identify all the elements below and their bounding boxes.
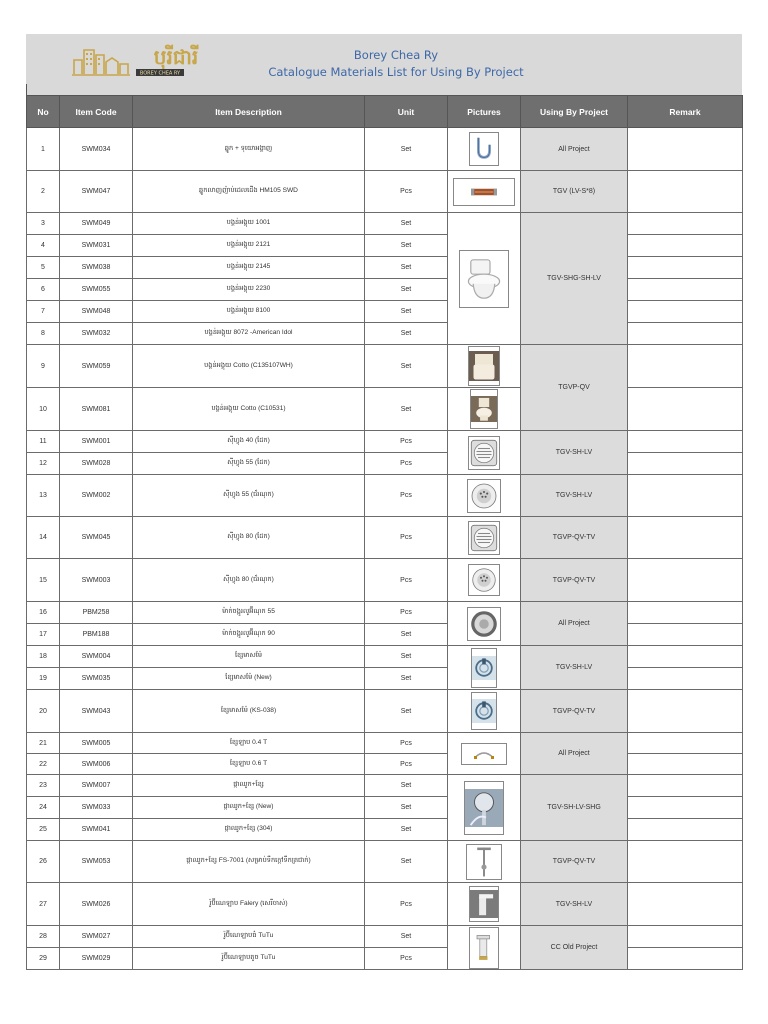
table-row <box>27 323 743 345</box>
cell-using-by-project: All Project <box>521 602 628 646</box>
cell-item-code: SWM026 <box>60 883 133 926</box>
cell-picture <box>448 602 521 646</box>
floor-drain-icon <box>468 436 500 470</box>
cell-remark <box>628 323 743 345</box>
cell-item-code: SWM034 <box>60 128 133 171</box>
cell-remark <box>628 388 743 431</box>
cell-remark <box>628 213 743 235</box>
company-name: Borey Chea Ry <box>353 48 439 62</box>
cell-item-description: បង្គន់អង្គុយ 8072 -American Idol <box>133 323 365 345</box>
cell-using-by-project: TGV (LV-S*8) <box>521 171 628 213</box>
cell-no: 12 <box>27 453 60 475</box>
table-row <box>27 883 743 926</box>
cell-item-code: SWM005 <box>60 733 133 754</box>
cotto-toilet-2-icon <box>470 389 498 429</box>
cell-item-description: បង្គន់អង្គុយ Cotto (C135107WH) <box>133 345 365 388</box>
cell-unit: Set <box>365 128 448 171</box>
cell-no: 17 <box>27 624 60 646</box>
table-row <box>27 754 743 775</box>
cell-no: 20 <box>27 690 60 733</box>
cell-item-code: SWM045 <box>60 517 133 559</box>
cell-remark <box>628 279 743 301</box>
tall-faucet-icon <box>469 927 499 969</box>
cell-unit: Pcs <box>365 431 448 453</box>
table-row <box>27 453 743 475</box>
cell-no: 5 <box>27 257 60 279</box>
cell-picture <box>448 388 521 431</box>
cell-no: 22 <box>27 754 60 775</box>
cell-item-description: រ៉ូប៊ីណេឡាប Falery (សេរីចាស់) <box>133 883 365 926</box>
cell-item-description: ខ្សែមាសម៉ែ (New) <box>133 668 365 690</box>
cell-no: 2 <box>27 171 60 213</box>
cell-unit: Set <box>365 624 448 646</box>
cell-item-description: បង្គន់អង្គុយ 1001 <box>133 213 365 235</box>
cell-no: 27 <box>27 883 60 926</box>
cell-unit: Set <box>365 819 448 841</box>
cell-using-by-project: TGV-SHG-SH-LV <box>521 213 628 345</box>
cell-unit: Set <box>365 235 448 257</box>
cell-remark <box>628 797 743 819</box>
cell-item-code: SWM027 <box>60 926 133 948</box>
braided-hose-icon <box>461 743 507 765</box>
cell-picture <box>448 646 521 690</box>
cell-item-description: ស៊ីហ្វុង 80 (ជ័រណុក) <box>133 559 365 602</box>
cell-item-description: បង្គន់អង្គុយ 8100 <box>133 301 365 323</box>
cell-no: 3 <box>27 213 60 235</box>
table-row <box>27 345 743 388</box>
cell-unit: Pcs <box>365 883 448 926</box>
table-row <box>27 301 743 323</box>
cell-unit: Set <box>365 345 448 388</box>
cell-item-code: SWM059 <box>60 345 133 388</box>
cell-item-description: ខ្សែឡាប 0.4 T <box>133 733 365 754</box>
cell-using-by-project: TGVP-QV-TV <box>521 559 628 602</box>
flex-hose-icon <box>453 178 515 206</box>
cell-unit: Pcs <box>365 602 448 624</box>
cell-remark <box>628 301 743 323</box>
cell-picture <box>448 841 521 883</box>
round-drain-icon <box>468 564 500 596</box>
table-row <box>27 624 743 646</box>
table-row <box>27 926 743 948</box>
cell-remark <box>628 646 743 668</box>
cell-item-code: SWM028 <box>60 453 133 475</box>
shower-column-icon <box>466 844 502 880</box>
table-row <box>27 948 743 970</box>
cell-remark <box>628 883 743 926</box>
cell-remark <box>628 475 743 517</box>
cell-item-code: SWM007 <box>60 775 133 797</box>
col-unit: Unit <box>365 96 448 128</box>
cell-no: 14 <box>27 517 60 559</box>
cell-no: 7 <box>27 301 60 323</box>
cell-item-description: ខ្សែឡាប 0.6 T <box>133 754 365 775</box>
table-row <box>27 388 743 431</box>
table-header-row <box>27 96 743 128</box>
cell-no: 19 <box>27 668 60 690</box>
cell-unit: Set <box>365 841 448 883</box>
cell-no: 29 <box>27 948 60 970</box>
cell-remark <box>628 431 743 453</box>
table-row <box>27 128 743 171</box>
cell-remark <box>628 257 743 279</box>
cell-picture <box>448 431 521 475</box>
cell-unit: Pcs <box>365 475 448 517</box>
cell-unit: Set <box>365 323 448 345</box>
cell-item-description: រ៉ូប៊ីណេឡាបតូច TuTu <box>133 948 365 970</box>
cell-unit: Set <box>365 797 448 819</box>
cell-remark <box>628 602 743 624</box>
cell-remark <box>628 775 743 797</box>
cell-picture <box>448 171 521 213</box>
cell-using-by-project: TGVP-QV <box>521 345 628 431</box>
document-title: Catalogue Materials List for Using By Project <box>268 65 524 79</box>
cell-using-by-project: TGV-SH-LV <box>521 646 628 690</box>
cell-unit: Pcs <box>365 948 448 970</box>
cell-remark <box>628 128 743 171</box>
cell-no: 24 <box>27 797 60 819</box>
cell-remark <box>628 690 743 733</box>
cell-item-description: ស៊ីហ្វុង 40 (ដែក) <box>133 431 365 453</box>
drain-cover-icon <box>467 607 501 641</box>
table-row <box>27 279 743 301</box>
cell-remark <box>628 668 743 690</box>
cell-no: 21 <box>27 733 60 754</box>
cell-item-code: SWM033 <box>60 797 133 819</box>
cell-item-code: SWM004 <box>60 646 133 668</box>
cell-remark <box>628 948 743 970</box>
logo-text: បុរីជារី <box>153 45 199 69</box>
cell-item-description: ឆ្នូក + ទុយោអង្គាញ <box>133 128 365 171</box>
cell-item-description: ម៉ាក់ចង្អូរលូអ៊ីណុក 90 <box>133 624 365 646</box>
pipe-trap-icon <box>469 132 499 166</box>
cell-unit: Set <box>365 388 448 431</box>
col-remark: Remark <box>628 96 743 128</box>
cell-using-by-project: TGVP-QV-TV <box>521 517 628 559</box>
faucet-icon <box>469 886 499 922</box>
toilet-icon <box>459 250 509 308</box>
cell-no: 23 <box>27 775 60 797</box>
cell-item-code: PBM188 <box>60 624 133 646</box>
cell-item-code: SWM048 <box>60 301 133 323</box>
cell-item-description: ផ្កាឈូក+ខ្សែ FS-7001 (សម្រាប់ទឹកក្តៅទឹកត្រជាក់) <box>133 841 365 883</box>
cell-picture <box>448 733 521 775</box>
table-row <box>27 775 743 797</box>
cell-picture <box>448 690 521 733</box>
cell-item-code: SWM041 <box>60 819 133 841</box>
cell-using-by-project: TGV-SH-LV <box>521 475 628 517</box>
cell-using-by-project: TGV-SH-LV <box>521 431 628 475</box>
cell-remark <box>628 733 743 754</box>
cell-picture <box>448 883 521 926</box>
cell-no: 25 <box>27 819 60 841</box>
cell-using-by-project: CC Old Project <box>521 926 628 970</box>
cell-remark <box>628 819 743 841</box>
cell-unit: Set <box>365 668 448 690</box>
cell-remark <box>628 345 743 388</box>
cell-item-code: SWM047 <box>60 171 133 213</box>
table-row <box>27 431 743 453</box>
cell-remark <box>628 171 743 213</box>
cell-item-code: SWM003 <box>60 559 133 602</box>
spray-hose-icon <box>471 648 497 688</box>
table-row <box>27 475 743 517</box>
cell-unit: Pcs <box>365 171 448 213</box>
cell-no: 10 <box>27 388 60 431</box>
table-row <box>27 690 743 733</box>
cell-using-by-project: All Project <box>521 733 628 775</box>
cell-item-description: ខ្សែមាសម៉ែ (KS-038) <box>133 690 365 733</box>
cell-picture <box>448 128 521 171</box>
cell-item-description: ឆ្នូកលាញញ៉ាប់ដេលដើង HM105 SWD <box>133 171 365 213</box>
cell-remark <box>628 559 743 602</box>
cell-item-description: ផ្កាឈូក+ខ្សែ (New) <box>133 797 365 819</box>
cell-item-code: SWM001 <box>60 431 133 453</box>
cell-picture <box>448 559 521 602</box>
cell-item-description: ខ្សែមាសម៉ែ <box>133 646 365 668</box>
cell-unit: Pcs <box>365 453 448 475</box>
cell-remark <box>628 453 743 475</box>
cell-unit: Set <box>365 926 448 948</box>
cell-no: 28 <box>27 926 60 948</box>
table-row <box>27 646 743 668</box>
cell-unit: Set <box>365 646 448 668</box>
cell-using-by-project: TGVP-QV-TV <box>521 841 628 883</box>
cell-no: 18 <box>27 646 60 668</box>
cell-no: 15 <box>27 559 60 602</box>
cell-remark <box>628 517 743 559</box>
cell-item-code: SWM043 <box>60 690 133 733</box>
cell-unit: Set <box>365 690 448 733</box>
table-row <box>27 602 743 624</box>
table-row <box>27 517 743 559</box>
cell-remark <box>628 235 743 257</box>
table-row <box>27 257 743 279</box>
company-logo <box>72 42 222 80</box>
cell-item-code: SWM049 <box>60 213 133 235</box>
cell-item-description: ផ្កាឈូក+ខ្សែ <box>133 775 365 797</box>
table-row <box>27 668 743 690</box>
table-row <box>27 797 743 819</box>
cell-item-code: SWM081 <box>60 388 133 431</box>
cell-item-description: ម៉ាក់ចង្អូរលូអ៊ីណុក 55 <box>133 602 365 624</box>
cell-no: 13 <box>27 475 60 517</box>
col-item-description: Item Description <box>133 96 365 128</box>
cell-unit: Set <box>365 213 448 235</box>
cell-using-by-project: All Project <box>521 128 628 171</box>
table-row <box>27 171 743 213</box>
cell-unit: Set <box>365 279 448 301</box>
cell-remark <box>628 624 743 646</box>
cell-item-code: SWM038 <box>60 257 133 279</box>
cell-no: 6 <box>27 279 60 301</box>
col-no: No <box>27 96 60 128</box>
round-drain-icon <box>467 479 501 513</box>
cell-item-code: SWM006 <box>60 754 133 775</box>
cell-picture <box>448 775 521 841</box>
cell-item-code: SWM031 <box>60 235 133 257</box>
table-row <box>27 213 743 235</box>
cell-unit: Pcs <box>365 733 448 754</box>
cell-picture <box>448 345 521 388</box>
cell-using-by-project: TGV-SH-LV-SHG <box>521 775 628 841</box>
cell-item-description: រ៉ូប៊ីណេឡាបធំ TuTu <box>133 926 365 948</box>
cell-item-description: ស៊ីហ្វុង 80 (ដែក) <box>133 517 365 559</box>
cell-picture <box>448 213 521 345</box>
col-using-by-project: Using By Project <box>521 96 628 128</box>
cell-no: 4 <box>27 235 60 257</box>
shower-set-icon <box>464 781 504 835</box>
cell-item-code: SWM029 <box>60 948 133 970</box>
cotto-toilet-icon <box>468 346 500 386</box>
cell-no: 26 <box>27 841 60 883</box>
table-row <box>27 559 743 602</box>
cell-item-code: SWM053 <box>60 841 133 883</box>
cell-using-by-project: TGV-SH-LV <box>521 883 628 926</box>
cell-item-description: ស៊ីហ្វុង 55 (ជ័រណុក) <box>133 475 365 517</box>
cell-item-code: SWM055 <box>60 279 133 301</box>
materials-table <box>26 95 743 970</box>
col-pictures: Pictures <box>448 96 521 128</box>
cell-no: 9 <box>27 345 60 388</box>
cell-unit: Pcs <box>365 754 448 775</box>
cell-item-description: ស៊ីហ្វុង 55 (ដែក) <box>133 453 365 475</box>
table-row <box>27 733 743 754</box>
cell-picture <box>448 517 521 559</box>
cell-item-code: SWM035 <box>60 668 133 690</box>
cell-no: 8 <box>27 323 60 345</box>
cell-item-description: បង្គន់អង្គុយ 2145 <box>133 257 365 279</box>
cell-item-description: បង្គន់អង្គុយ 2121 <box>133 235 365 257</box>
table-row <box>27 819 743 841</box>
cell-item-code: PBM258 <box>60 602 133 624</box>
cell-unit: Set <box>365 775 448 797</box>
cell-picture <box>448 475 521 517</box>
col-item-code: Item Code <box>60 96 133 128</box>
cell-no: 16 <box>27 602 60 624</box>
cell-unit: Pcs <box>365 517 448 559</box>
cell-no: 1 <box>27 128 60 171</box>
cell-item-description: បង្គន់អង្គុយ Cotto (C10531) <box>133 388 365 431</box>
cell-using-by-project: TGVP-QV-TV <box>521 690 628 733</box>
cell-item-code: SWM032 <box>60 323 133 345</box>
cell-item-description: ផ្កាឈូក+ខ្សែ (304) <box>133 819 365 841</box>
logo-subtext: BOREY CHEA RY <box>139 70 181 77</box>
cell-unit: Set <box>365 257 448 279</box>
cell-unit: Pcs <box>365 559 448 602</box>
table-row <box>27 235 743 257</box>
cell-unit: Set <box>365 301 448 323</box>
cell-picture <box>448 926 521 970</box>
cell-remark <box>628 841 743 883</box>
cell-remark <box>628 926 743 948</box>
cell-no: 11 <box>27 431 60 453</box>
cell-item-description: បង្គន់អង្គុយ 2230 <box>133 279 365 301</box>
spray-hose-icon <box>471 692 497 730</box>
document-header <box>26 34 742 95</box>
table-row <box>27 841 743 883</box>
cell-remark <box>628 754 743 775</box>
cell-item-code: SWM002 <box>60 475 133 517</box>
floor-drain-icon <box>468 521 500 555</box>
